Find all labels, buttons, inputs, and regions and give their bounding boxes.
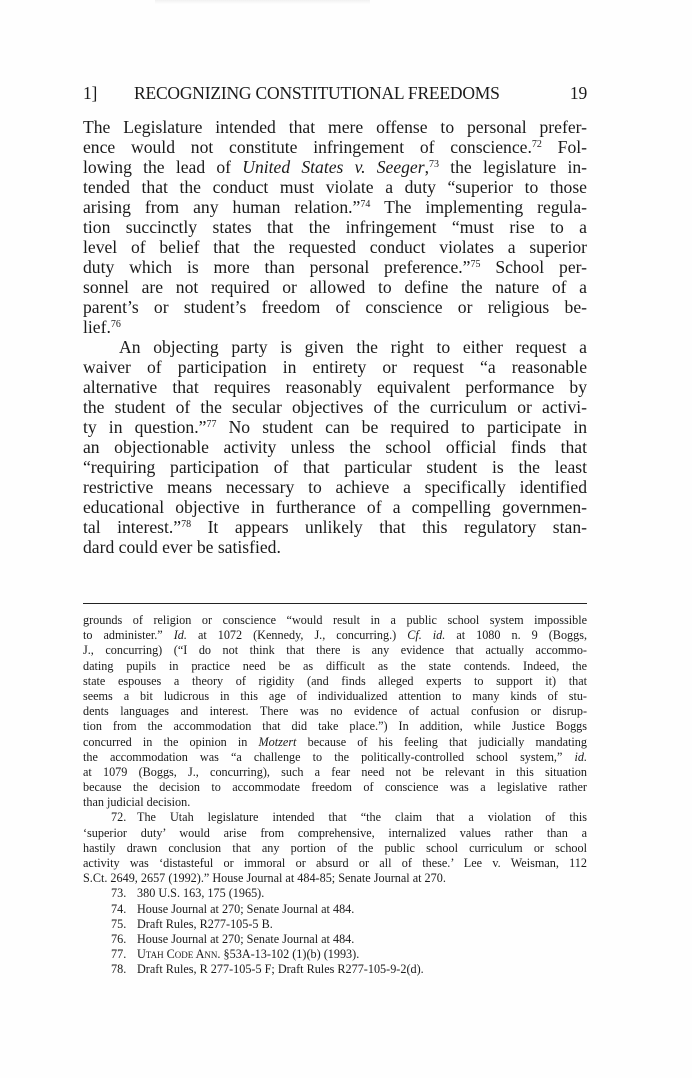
page-number: 19: [569, 83, 587, 103]
footnote-line: the accommodation was “a challenge to the politically-controlled school system,” id.: [83, 749, 587, 764]
footnote-line: tion from the accommodation that did take place.”) In addition, while Justice Boggs: [83, 719, 587, 734]
footnote-line: S.Ct. 2649, 2657 (1992).” House Journal at 484-85; Senate Journal at 270.: [83, 871, 446, 886]
body-line: the student of the secular objectives of the curriculum or activi-: [83, 397, 587, 417]
footnote-line: because the decision to accommodate freedom of conscience was a legislative rather: [83, 780, 587, 795]
body-line: The Legislature intended that mere offense to personal prefer-: [83, 117, 587, 137]
footnote-number: 74.: [111, 901, 127, 916]
footnote-ref: 78: [181, 519, 192, 530]
footnote-line: to administer.” Id. at 1072 (Kennedy, J., concurring.) Cf. id. at 1080 n. 9 (Boggs,: [83, 628, 588, 643]
footnote-ref: 74: [360, 199, 371, 210]
body-line: an objectionable activity unless the school official finds that: [83, 437, 587, 457]
italic-citation: Cf. id.: [407, 628, 446, 643]
footnote-number: 75.: [111, 916, 127, 931]
body-line: level of belief that the requested conduct violates a superior: [83, 237, 587, 257]
footnote-item: 78. Draft Rules, R 277-105-5 F; Draft Rules R277-105-9-2(d).: [111, 962, 424, 977]
running-header: [83, 83, 587, 105]
italic-citation: Motzert: [258, 734, 297, 749]
footnote-line: at 1079 (Boggs, J., concurring), such a fear need not be relevant in this situation: [83, 764, 587, 779]
footnote-item: 74. House Journal at 270; Senate Journal at 484.: [111, 901, 355, 916]
body-line: tion succinctly states that the infringement “must rise to a: [83, 217, 587, 237]
footnote-line: than judicial decision.: [83, 795, 191, 810]
running-title: RECOGNIZING CONSTITUTIONAL FREEDOMS: [134, 83, 500, 103]
footnote-line: ‘superior duty’ would arise from comprehensive, internalized values rather than a: [83, 825, 587, 840]
body-line: tal interest.”$^{78}$ It appears unlikely that this regulatory stan-: [83, 517, 587, 537]
footnote-line: activity was ‘distasteful or immoral or absurd or all of these.’ Lee v. Weisman, 112: [83, 856, 587, 870]
footnote-separator: [83, 603, 587, 604]
statute-name: Utah Code Ann.: [137, 947, 221, 962]
footnote-line: seems a bit ludicrous in this age of individualized attention to many kinds of stu-: [83, 688, 587, 703]
footnote-ref: 77: [206, 419, 217, 430]
italic-citation: id.: [574, 749, 587, 764]
body-line: lief.$^{76}$: [83, 317, 121, 337]
footnote-line: grounds of religion or conscience “would result in a public school system impossible: [83, 613, 587, 627]
body-line: sonnel are not required or allowed to define the nature of a: [83, 277, 587, 297]
footnote-line: dents languages and interest. There was no evidence of actual confusion or disrup-: [83, 704, 587, 719]
footnote-number: 72.: [111, 810, 127, 825]
italic-citation: United States v. Seeger: [242, 157, 425, 177]
footnote-item: 76. House Journal at 270; Senate Journal at 484.: [111, 931, 355, 946]
body-line: parent’s or student’s freedom of conscience or religious be-: [83, 297, 587, 317]
scan-edge-shadow: [155, 0, 370, 4]
footnote-item: 73. 380 U.S. 163, 175 (1965).: [111, 886, 265, 901]
footnote-ref: 76: [110, 319, 121, 330]
footnote-item: 77. Utah Code Ann. §53A-13-102 (1)(b) (1993).: [111, 947, 360, 962]
body-line: ty in question.”$^{77}$ No student can be required to participate in: [83, 417, 587, 437]
footnote-line: 72. The Utah legislature intended that “the claim that a violation of this: [111, 810, 587, 825]
body-line: dard could ever be satisfied.: [83, 537, 281, 557]
body-line: arising from any human relation.”$^{74}$ The implementing regula-: [83, 197, 587, 217]
italic-citation: Id.: [173, 628, 187, 643]
footnote-number: 77.: [111, 947, 127, 962]
body-line: alternative that requires reasonably equivalent performance by: [83, 377, 587, 397]
footnotes: [83, 613, 587, 978]
footnote-number: 78.: [111, 962, 127, 977]
footnote-line: dating pupils in practice need be as difficult as the state contends. Indeed, the: [83, 658, 587, 673]
footnote-line: J., concurring) (“I do not think that there is any evidence that actually accommo-: [83, 643, 587, 658]
body-line: educational objective in furtherance of a compelling governmen-: [83, 497, 587, 517]
footnote-line: hastily drawn conclusion that any portion of the public school curriculum or school: [83, 840, 587, 855]
body-line: “requiring participation of that particular student is the least: [83, 457, 587, 477]
footnote-number: 73.: [111, 886, 127, 901]
footnote-ref: 75: [470, 259, 481, 270]
body-line: restrictive means necessary to achieve a specifically identified: [83, 477, 587, 497]
body-line: duty which is more than personal preference.”$^{75}$ School per-: [83, 257, 587, 277]
footnote-ref: 73: [429, 159, 439, 170]
footnote-item: 75. Draft Rules, R277-105-5 B.: [111, 916, 273, 931]
footnote-line: concurred in the opinion in Motzert because of his feeling that judicially mandating: [83, 734, 587, 749]
body-line: tended that the conduct must violate a duty “superior to those: [83, 177, 587, 197]
body-line: waiver of participation in entirety or request “a reasonable: [83, 357, 587, 377]
footnote-line: state espouses a theory of rigidity (and finds alleged experts to support it) that: [83, 673, 587, 688]
footnote-number: 76.: [111, 931, 127, 946]
footnote-ref: 72: [531, 139, 542, 150]
body-line: An objecting party is given the right to either request a: [119, 337, 587, 357]
body-line: ence would not constitute infringement of conscience.$^{72}$ Fol-: [83, 137, 587, 157]
body-text: [83, 117, 587, 557]
chapter-marker: 1]: [83, 83, 98, 103]
body-line: lowing the lead of United States v. Seeger,$^{73}$ the legislature in-: [83, 157, 587, 177]
